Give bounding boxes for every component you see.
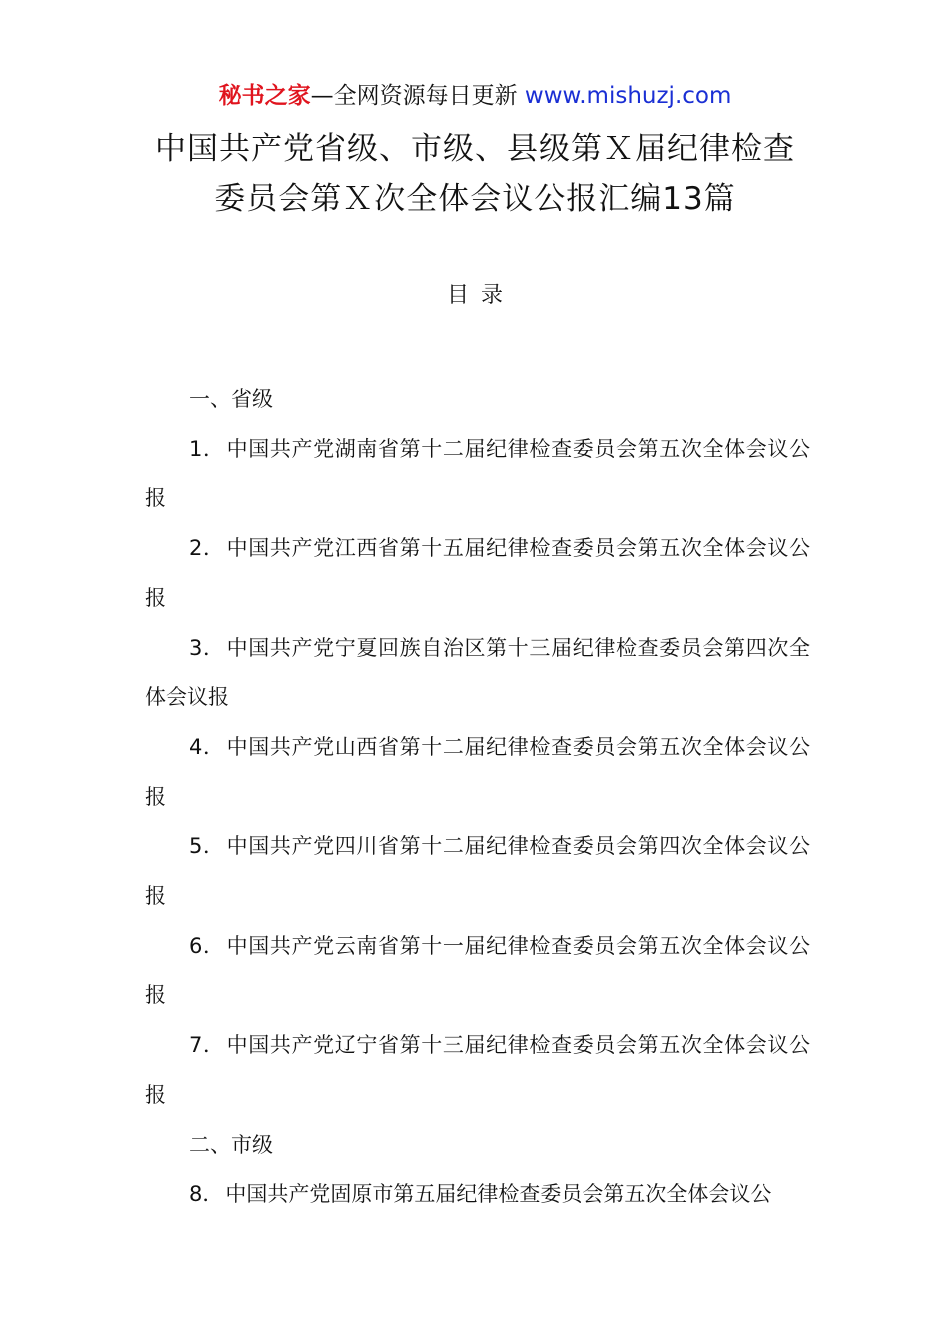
title-line-1: 中国共产党省级、市级、县级第Ｘ届纪律检查: [155, 131, 795, 167]
toc-item-text: 中国共产党辽宁省第十三届纪律检查委员会第五次全体会议公报: [145, 1033, 810, 1107]
toc-item-text: 中国共产党云南省第十一届纪律检查委员会第五次全体会议公报: [145, 933, 810, 1008]
toc-heading: 目录: [446, 283, 515, 308]
toc-item-text: 中国共产党四川省第十二届纪律检查委员会第四次全体会议公报: [145, 834, 810, 909]
toc-item: [145, 425, 810, 524]
toc-item: [145, 624, 810, 723]
toc-item-number: 8．: [189, 1182, 224, 1207]
toc-item: [145, 922, 810, 1021]
table-of-contents: [145, 375, 810, 1220]
toc-item-text: 中国共产党宁夏回族自治区第十三届纪律检查委员会第四次全体会议报: [145, 635, 810, 710]
toc-item-text: 中国共产党山西省第十二届纪律检查委员会第五次全体会议公报: [145, 734, 810, 809]
site-url-link[interactable]: www.mishuzj.com: [524, 83, 732, 109]
toc-item-number: 2．: [189, 536, 225, 561]
toc-item-number: 7．: [189, 1033, 225, 1058]
toc-item-number: 4．: [189, 734, 225, 759]
site-header: [0, 80, 950, 112]
header-tagline: —全网资源每日更新: [310, 83, 525, 109]
toc-item-number: 5．: [189, 834, 225, 859]
toc-item: [145, 822, 810, 921]
brand-name: 秘书之家: [218, 83, 311, 109]
toc-section-provincial: 一、省级: [189, 387, 273, 411]
toc-item: [145, 723, 810, 822]
toc-item-text: 中国共产党湖南省第十二届纪律检查委员会第五次全体会议公报: [145, 436, 810, 511]
toc-item-number: 6．: [189, 933, 225, 958]
title-line-2: 委员会第Ｘ次全体会议公报汇编13篇: [214, 181, 736, 217]
toc-item-text: 中国共产党江西省第十五届纪律检查委员会第五次全体会议公报: [145, 536, 810, 610]
toc-item-number: 3．: [189, 635, 225, 660]
toc-item-number: 1．: [189, 436, 225, 461]
toc-item-text: 中国共产党固原市第五届纪律检查委员会第五次全体会议公: [225, 1182, 772, 1207]
document-title: [0, 124, 950, 224]
toc-item: [145, 524, 810, 623]
toc-item: [145, 1170, 810, 1220]
toc-section-municipal: 二、市级: [189, 1132, 273, 1157]
toc-item: [145, 1021, 810, 1120]
